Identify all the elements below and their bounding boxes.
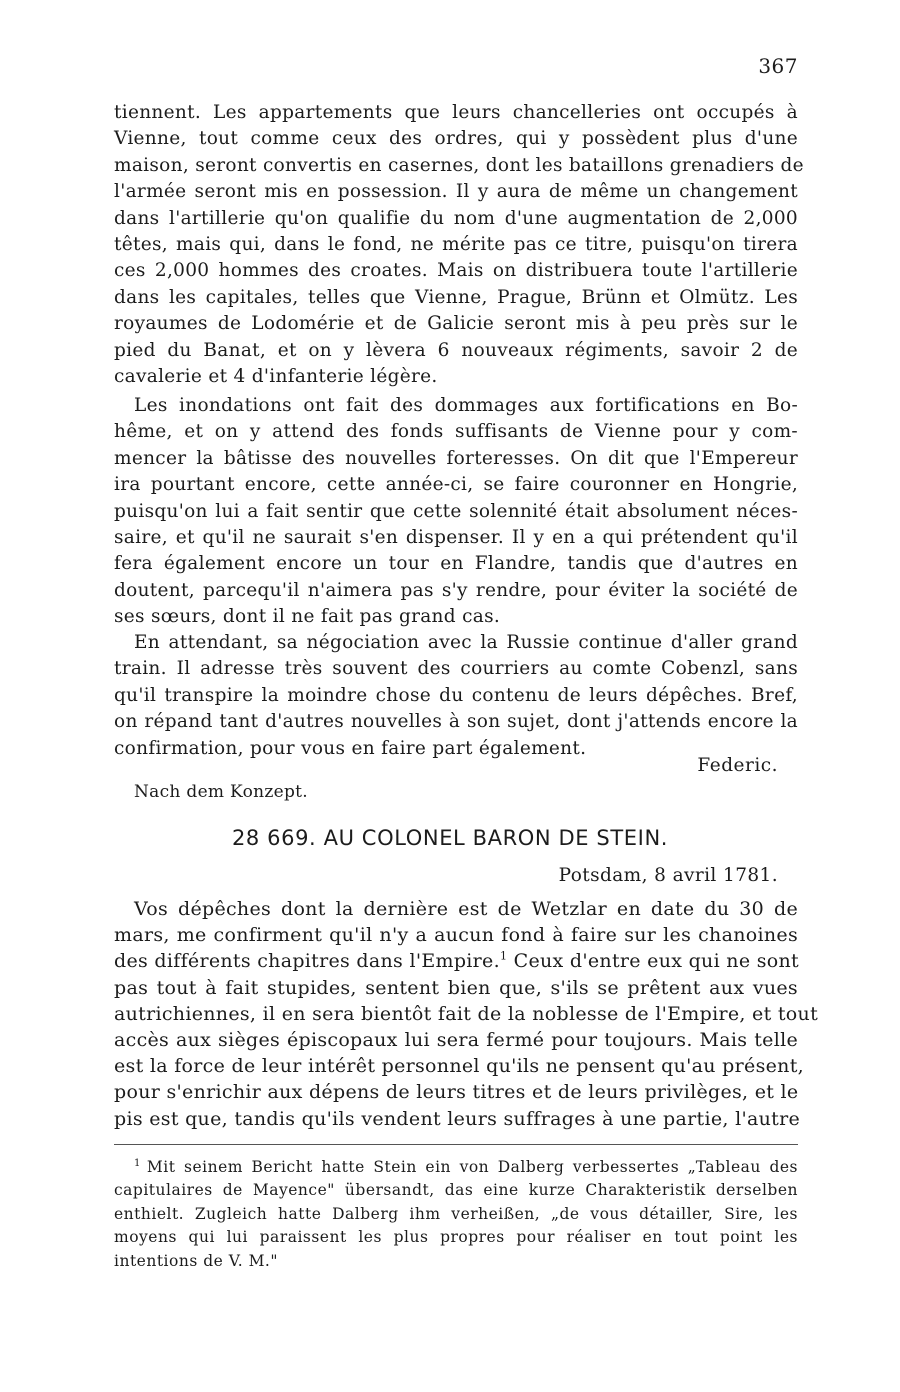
footnote-line: capitulaires de Mayence" übersandt, das eine kurze Charakteristik derselben — [114, 1181, 798, 1200]
source-note: Nach dem Konzept. — [134, 782, 309, 802]
text-line-with-footnote — [114, 948, 798, 974]
text-line: dans l'artillerie qu'on qualifie du nom d'une augmentation de 2,000 — [114, 207, 798, 229]
footnote-line: enthielt. Zugleich hatte Dalberg ihm verheißen, „de vous détailler, Sire, les — [114, 1204, 798, 1223]
dateline: Potsdam, 8 avril 1781. — [558, 865, 778, 886]
footnote-divider — [114, 1144, 798, 1145]
text-line: hême, et on y attend des fonds suffisants de Vienne pour y com- — [114, 421, 798, 443]
signature: Federic. — [697, 755, 778, 776]
text-segment: Mit seinem Bericht hatte Stein ein von Dalberg verbessertes „Tableau des — [146, 1158, 798, 1176]
text-line: pas tout à fait stupides, sentent bien que, s'ils se prêtent aux vues — [114, 976, 798, 999]
footnote-line: moyens qui lui paraissent les plus propres pour réaliser en tout point les — [114, 1228, 798, 1247]
text-line: tiennent. Les appartements que leurs chancelleries ont occupés à — [114, 102, 798, 123]
text-line: En attendant, sa négociation avec la Russie continue d'aller grand — [134, 632, 798, 653]
text-line: confirmation, pour vous en faire part également. — [114, 737, 587, 759]
paragraph-negociation — [114, 630, 798, 762]
text-line: l'armée seront mis en possession. Il y aura de même un changement — [114, 181, 798, 203]
text-line: royaumes de Lodomérie et de Galicie seront mis à peu près sur le — [114, 313, 798, 335]
text-line: cavalerie et 4 d'infanterie légère. — [114, 365, 438, 387]
footnote — [114, 1156, 798, 1273]
footnote-line: intentions de V. M." — [114, 1251, 278, 1270]
footnote-line — [114, 1156, 798, 1179]
text-line: autrichiennes, il en sera bientôt fait de la noblesse de l'Empire, et tout — [114, 1002, 819, 1025]
text-line: têtes, mais qui, dans le fond, ne mérite pas ce titre, puisqu'on tirera — [114, 233, 798, 255]
text-line: on répand tant d'autres nouvelles à son sujet, dont j'attends encore la — [114, 711, 798, 733]
footnote-marker: 1 — [134, 1157, 141, 1169]
text-line: train. Il adresse très souvent des courriers au comte Cobenzl, sans — [114, 658, 798, 680]
text-line: pour s'enrichir aux dépens de leurs titres et de leurs privilèges, et le — [114, 1081, 799, 1104]
text-line: qu'il transpire la moindre chose du contenu de leurs dépêches. Bref, — [114, 684, 798, 706]
footnote-reference[interactable]: 1 — [499, 950, 508, 964]
text-line: saire, et qu'il ne saurait s'en dispenser. Il y en a qui prétendent qu'il — [114, 526, 798, 548]
text-line: dans les capitales, telles que Vienne, Prague, Brünn et Olmütz. Les — [114, 286, 798, 308]
text-line: puisqu'on lui a fait sentir que cette solennité était absolument néces- — [114, 500, 798, 522]
text-line: doutent, parcequ'il n'aimera pas s'y rendre, pour éviter la société de — [114, 579, 798, 601]
text-line: ces 2,000 hommes des croates. Mais on distribuera toute l'artillerie — [114, 260, 798, 282]
text-line: maison, seront convertis en casernes, dont les bataillons grenadiers de — [114, 154, 804, 176]
letter-heading: 28 669. AU COLONEL BARON DE STEIN. — [231, 826, 669, 850]
text-line: mencer la bâtisse des nouvelles forteresses. On dit que l'Empereur — [114, 447, 798, 469]
text-line: ira pourtant encore, cette année-ci, se faire couronner en Hongrie, — [114, 474, 798, 496]
text-line: mars, me confirment qu'il n'y a aucun fond à faire sur les chanoines — [114, 924, 798, 947]
text-line: pis est que, tandis qu'ils vendent leurs suffrages à une partie, l'autre — [114, 1107, 800, 1130]
text-segment: des différents chapitres dans l'Empire. — [114, 950, 500, 973]
text-line: Vos dépêches dont la dernière est de Wetzlar en date du 30 de — [134, 898, 798, 920]
text-line: pied du Banat, et on y lèvera 6 nouveaux régiments, savoir 2 de — [114, 339, 798, 361]
page-number: 367 — [758, 54, 798, 78]
text-line: Vienne, tout comme ceux des ordres, qui y possèdent plus d'une — [114, 128, 798, 150]
paragraph-inondations — [114, 393, 798, 631]
letter-body — [114, 896, 819, 1132]
text-line: fera également encore un tour en Flandre, tandis que d'autres en — [114, 553, 798, 575]
text-line: accès aux sièges épiscopaux lui sera fermé pour toujours. Mais telle — [114, 1028, 798, 1051]
text-line: est la force de leur intérêt personnel qu'ils ne pensent qu'au présent, — [114, 1055, 804, 1078]
text-line: Les inondations ont fait des dommages aux fortifications en Bo- — [134, 395, 798, 416]
text-line: ses sœurs, dont il ne fait pas grand cas. — [114, 606, 501, 628]
text-segment: Ceux d'entre eux qui ne sont — [507, 950, 799, 973]
paragraph-continued — [114, 100, 804, 390]
